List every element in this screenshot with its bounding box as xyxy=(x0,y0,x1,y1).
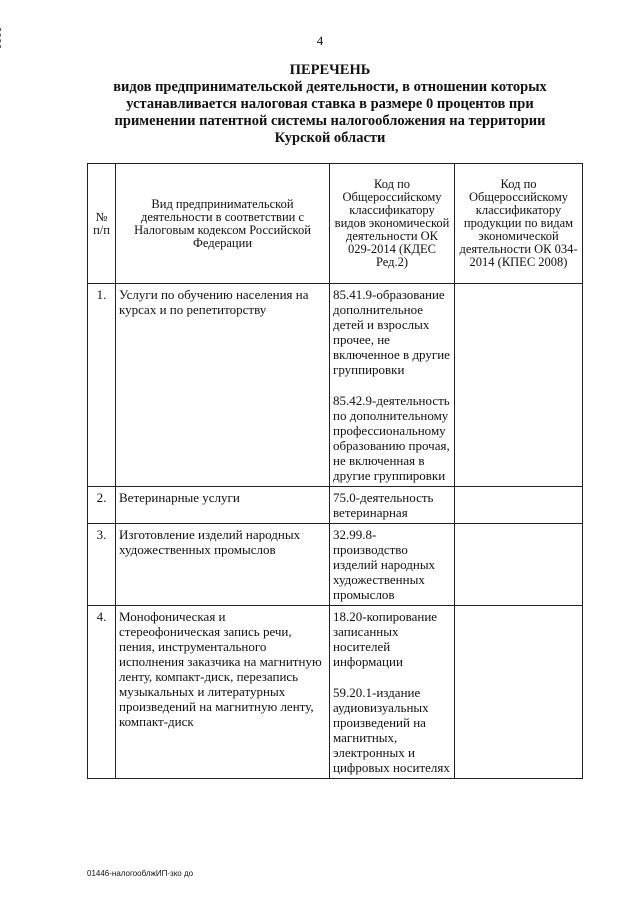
header-okved: Код по Общероссийскому классификатору видов экономической деятельности ОК 029-2014 (КДЕС Ред.2) xyxy=(330,164,455,284)
row-number: 2. xyxy=(88,487,116,524)
row-okpd xyxy=(455,284,583,487)
header-okpd: Код по Общероссийскому классификатору продукции по видам экономической деятельности ОК 034-2014 (КПЕС 2008) xyxy=(455,164,583,284)
okved-code: 85.42.9-деятельность по дополнительному профессиональному образованию прочая, не включенная в другие группировки xyxy=(333,393,450,483)
row-okpd xyxy=(455,487,583,524)
table-row xyxy=(88,284,583,487)
document-title: ПЕРЕЧЕНЬ xyxy=(289,62,371,78)
row-activity: Ветеринарные услуги xyxy=(116,487,330,524)
okved-code: 59.20.1-издание аудиовизуальных произведений на магнитных, электронных и цифровых носителях xyxy=(333,685,450,775)
header-number: № п/п xyxy=(88,164,116,284)
table-row xyxy=(88,524,583,606)
row-okved xyxy=(330,524,455,606)
page-number: 4 xyxy=(316,33,324,48)
okved-code: 18.20-копирование записанных носителей информации xyxy=(333,609,438,669)
row-activity: Услуги по обучению населения на курсах и по репетиторству xyxy=(116,284,330,487)
okved-code: 75.0-деятельность ветеринарная xyxy=(333,490,434,520)
row-number: 3. xyxy=(88,524,116,606)
row-okved xyxy=(330,606,455,779)
header-activity: Вид предпринимательской деятельности в соответствии с Налоговым кодексом Российской Федерации xyxy=(116,164,330,284)
row-activity: Изготовление изделий народных художественных промыслов xyxy=(116,524,330,606)
table-row xyxy=(88,487,583,524)
okved-code: 32.99.8-производство изделий народных художественных промыслов xyxy=(333,527,436,602)
row-okpd xyxy=(455,606,583,779)
row-okpd xyxy=(455,524,583,606)
okved-code: 85.41.9-образование дополнительное детей и взрослых прочее, не включенное в другие группировки xyxy=(333,287,450,377)
footer-file-code: 01446-налогооблжИП-зко до xyxy=(87,869,194,878)
row-number: 4. xyxy=(88,606,116,779)
document-subtitle: видов предпринимательской деятельности, в отношении которых устанавливается налоговая ставка в размере 0 процентов при применении патентной системы налогообложения на территории Курской области xyxy=(113,79,547,146)
row-okved xyxy=(330,284,455,487)
row-activity: Монофоническая и стереофоническая запись речи, пения, инструментального исполнения заказчика на магнитную ленту, компакт-диск, перезапись музыкальных и литературных произведений на магнитную ленту, компакт-диск xyxy=(116,606,330,779)
document-heading xyxy=(90,62,570,147)
activity-table xyxy=(87,163,583,779)
row-okved xyxy=(330,487,455,524)
row-number: 1. xyxy=(88,284,116,487)
table-header-row xyxy=(88,164,583,284)
table-row xyxy=(88,606,583,779)
